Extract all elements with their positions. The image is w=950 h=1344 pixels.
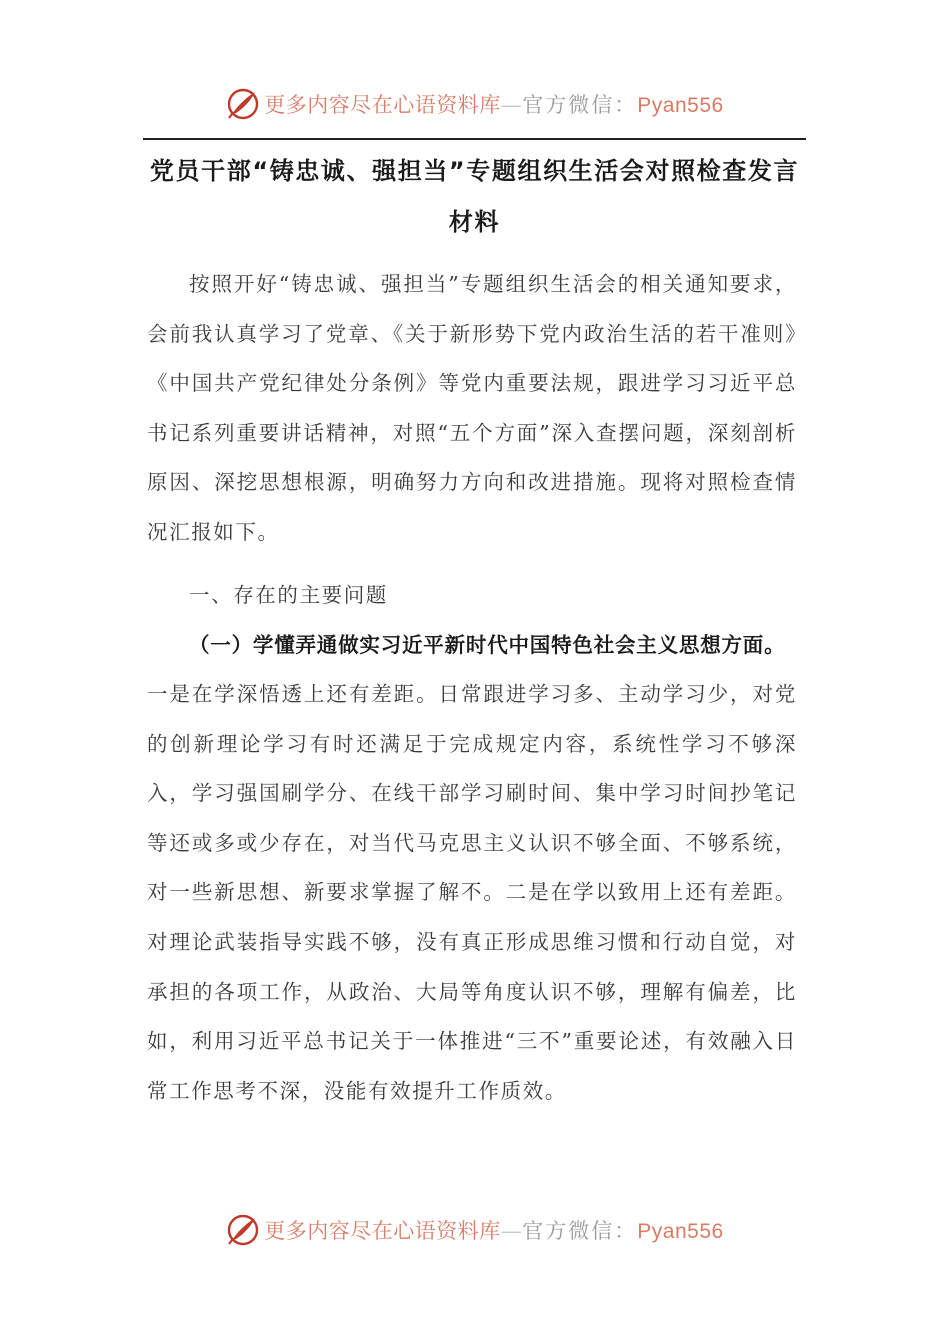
subsection-heading: （一）学懂弄通做实习近平新时代中国特色社会主义思想方面。 <box>189 633 786 657</box>
quill-logo-icon <box>226 1213 260 1247</box>
header-watermark-banner <box>0 84 950 124</box>
banner-dash: — <box>500 93 523 117</box>
banner-text <box>264 89 723 119</box>
banner-lead: 更多内容尽在心语资料库 <box>264 1219 501 1243</box>
footer-watermark-banner <box>0 1210 950 1250</box>
banner-official-label: 官方微信： <box>522 93 638 117</box>
banner-lead: 更多内容尽在心语资料库 <box>264 93 501 117</box>
section-heading: 一、存在的主要问题 <box>189 583 388 607</box>
body-paragraph: 一是在学深悟透上还有差距。日常跟进学习多、主动学习少，对党的创新理论学习有时还满足于完成规定内容，系统性学习不够深入，学习强国刷学分、在线干部学习刷时间、集中学习时间抄笔记等还或多或少存在，对当代马克思主义认识不够全面、不够系统，对一些新思想、新要求掌握了解不。二是在学以致用上还有差距。对理论武装指导实践不够，没有真正形成思维习惯和行动自觉，对承担的各项工作，从政治、大局等角度认识不够，理解有偏差，比如，利用习近平总书记关于一体推进“三不”重要论述，有效融入日常工作思考不深，没能有效提升工作质效。 <box>147 682 797 1103</box>
banner-wechat-id: Pyan556 <box>637 1220 724 1243</box>
banner-text <box>264 1215 723 1245</box>
intro-paragraph: 按照开好“铸忠诚、强担当”专题组织生活会的相关通知要求，会前我认真学习了党章、《关于新形势下党内政治生活的若干准则》《中国共产党纪律处分条例》等党内重要法规，跟进学习习近平总书记系列重要讲话精神，对照“五个方面”深入查摆问题，深刻剖析原因、深挖思想根源，明确努力方向和改进措施。现将对照检查情况汇报如下。 <box>147 272 797 544</box>
banner-wechat-id: Pyan556 <box>637 94 724 117</box>
banner-dash: — <box>500 1219 523 1243</box>
header-divider <box>143 138 806 140</box>
quill-logo-icon <box>226 87 260 121</box>
document-title: 党员干部“铸忠诚、强担当”专题组织生活会对照检查发言材料 <box>149 157 800 236</box>
banner-official-label: 官方微信： <box>522 1219 638 1243</box>
